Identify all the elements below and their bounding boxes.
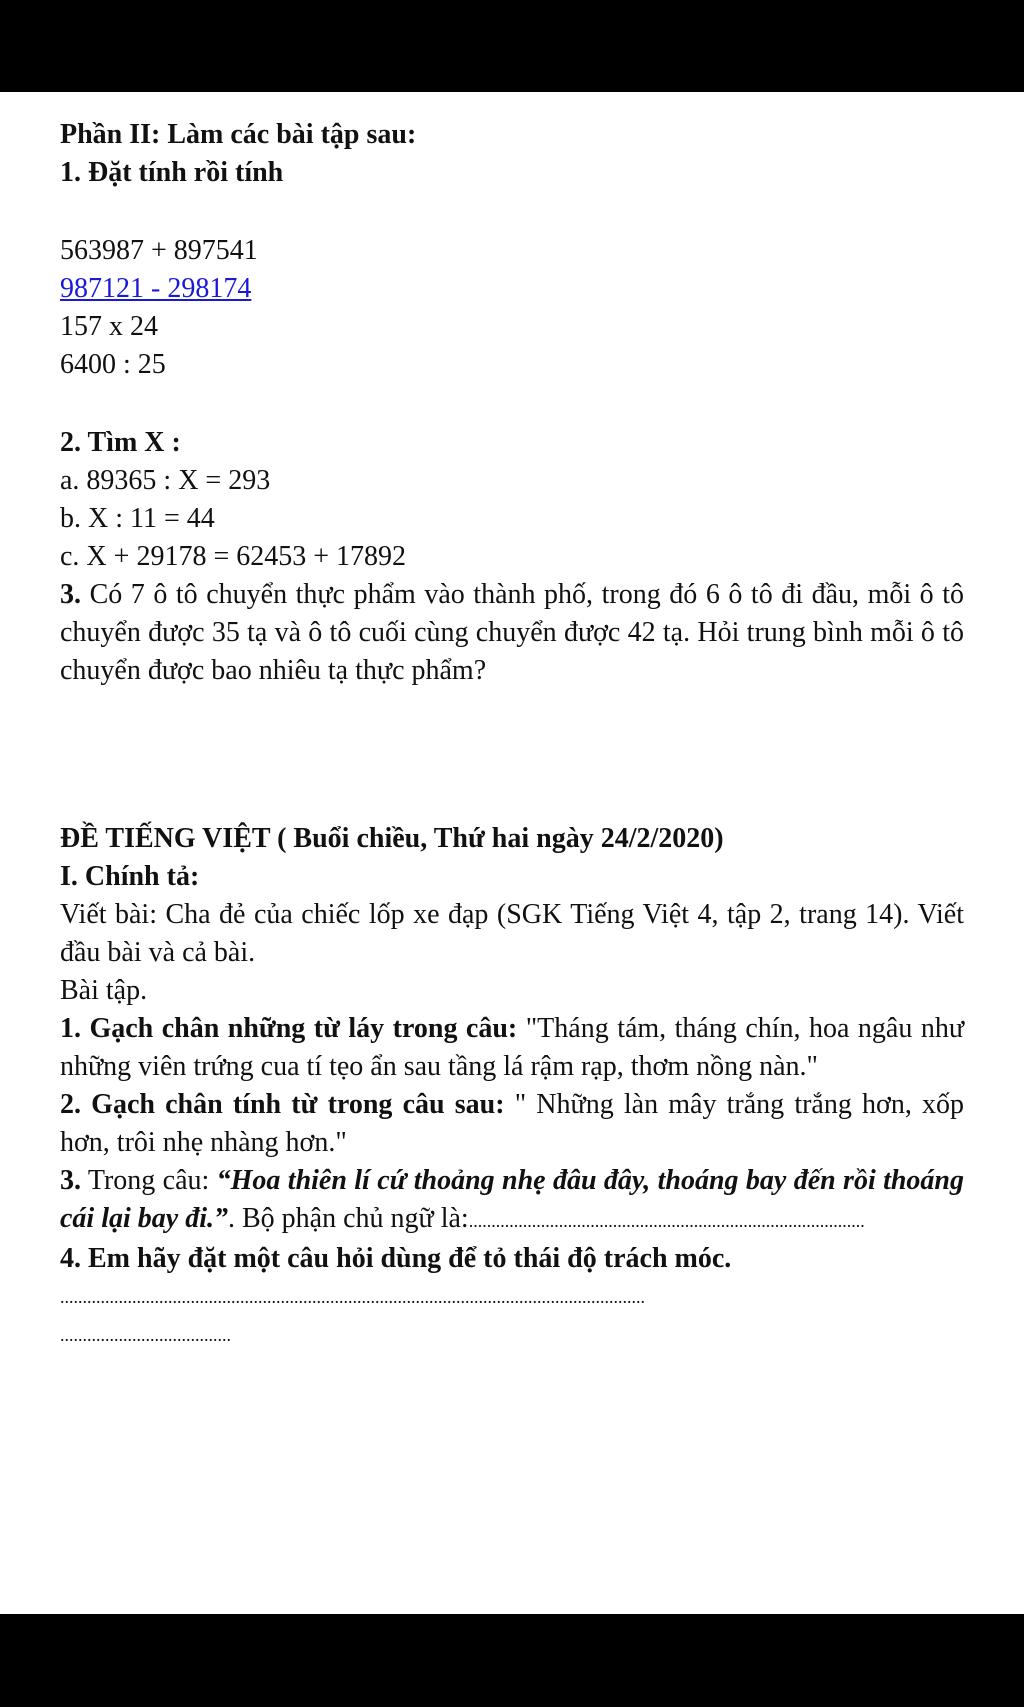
- answer-line-1: ..................................................................................................................................: [60, 1287, 645, 1307]
- q3-number: 3.: [60, 579, 81, 610]
- q1-title: 1. Đặt tính rồi tính: [60, 157, 284, 188]
- exercise-3-number: 3.: [60, 1165, 81, 1196]
- exercise-3: [60, 1162, 964, 1240]
- q1-item-link[interactable]: 987121 - 298174: [60, 273, 252, 304]
- exercise-4: 4. Em hãy đặt một câu hỏi dùng để tỏ thái độ trách móc.: [60, 1243, 732, 1274]
- exercise-3-quote: “Hoa thiên lí cứ thoảng nhẹ đâu đây, thoáng bay đến rồi thoáng cái lại bay đi.”: [60, 1165, 964, 1234]
- section1-title: I. Chính tả:: [60, 861, 200, 892]
- document-page: [0, 92, 1024, 1614]
- exercise-3-pre: Trong câu:: [87, 1165, 217, 1196]
- exercises-label: Bài tập.: [60, 975, 148, 1006]
- exercise-2-prompt: 2. Gạch chân tính từ trong câu sau:: [60, 1089, 505, 1120]
- q3-text: Có 7 ô tô chuyển thực phẩm vào thành phố, trong đó 6 ô tô đi đầu, mỗi ô tô chuyển được 35 tạ và ô tô cuối cùng chuyển được 42 tạ. Hỏi trung bình mỗi ô tô chuyển được bao nhiêu tạ thực phẩm?: [60, 579, 965, 686]
- bottom-black-bar: [0, 1614, 1024, 1707]
- q2-item: b. X : 11 = 44: [60, 503, 215, 534]
- exercise-3-post: . Bộ phận chủ ngữ là:: [227, 1203, 469, 1234]
- section1-text: Viết bài: Cha đẻ của chiếc lốp xe đạp (SGK Tiếng Việt 4, tập 2, trang 14). Viết đầu bài và cả bài.: [60, 899, 964, 968]
- q2-title: 2. Tìm X :: [60, 427, 181, 458]
- document-content: [60, 116, 964, 1354]
- q1-item: 6400 : 25: [60, 349, 166, 380]
- exercise-2-text: " Những làn mây trắng trắng hơn, xốp hơn, trôi nhẹ nhàng hơn.": [60, 1089, 965, 1158]
- exercise-1-prompt: 1. Gạch chân những từ láy trong câu:: [60, 1013, 518, 1044]
- spacer: [60, 192, 964, 232]
- part2-heading: Phần II: Làm các bài tập sau:: [60, 119, 417, 150]
- exercise-2: [60, 1086, 964, 1162]
- exercise-3-answer-line: ........................................................................................: [468, 1211, 865, 1231]
- q3-paragraph: [60, 576, 964, 690]
- q2-item: a. 89365 : X = 293: [60, 465, 271, 496]
- q1-item: 563987 + 897541: [60, 235, 258, 266]
- spacer: [60, 690, 964, 820]
- q2-item: c. X + 29178 = 62453 + 17892: [60, 541, 407, 572]
- answer-line-2: ......................................: [60, 1325, 231, 1345]
- exercise-1: [60, 1010, 964, 1086]
- spacer: [60, 384, 964, 424]
- exercise-1-text: "Tháng tám, tháng chín, hoa ngâu như những viên trứng cua tí tẹo ẩn sau tầng lá rậm rạp, thơm nồng nàn.": [60, 1013, 965, 1082]
- top-black-bar: [0, 0, 1024, 92]
- viet-heading: ĐỀ TIẾNG VIỆT ( Buổi chiều, Thứ hai ngày 24/2/2020): [60, 823, 724, 854]
- q1-item: 157 x 24: [60, 311, 158, 342]
